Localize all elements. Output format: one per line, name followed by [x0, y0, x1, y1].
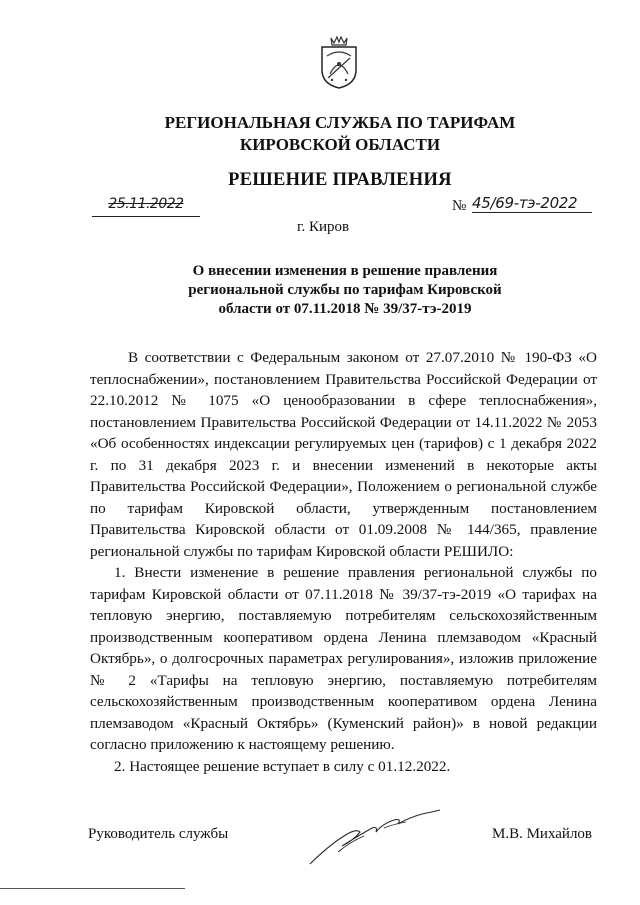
city: г. Киров	[297, 219, 350, 235]
kirov-coat-of-arms-icon	[318, 34, 360, 90]
signer-name: М.В. Михайлов	[492, 826, 593, 842]
number-sign: №	[452, 198, 467, 214]
item-2-paragraph: 2. Настоящее решение вступает в силу с 01.12.2022.	[114, 757, 451, 775]
subject-line3: области от 07.11.2018 № 39/37-тэ-2019	[218, 301, 472, 317]
decision-number-field	[452, 196, 592, 218]
preamble-paragraph: В соответствии с Федеральным законом от 27.07.2010 № 190-ФЗ «О теплоснабжении», постановлением Правительства Российской Федерации от 22.10.2012 № 1075 «О ценообразовании в сфере теплоснабжения», постановлением Правительства Российской Федерации от 14.11.2022 № 2053 «Об особенностях индексации регулируемых цен (тарифов) с 1 декабря 2022 г. по 31 декабря 2023 г. и внесении изменений в некоторые акты Правительства Российской Федерации», Положением о региональной службе по тарифам Кировской области, утвержденным постановлением Правительства Кировской области от 01.09.2008 № 144/365, правление региональной службы по тарифам Кировской области РЕШИЛО:	[90, 349, 597, 560]
subject-line1: О внесении изменения в решение правления	[192, 263, 498, 279]
signer-role: Руководитель службы	[88, 826, 229, 842]
decision-date-field	[92, 196, 200, 217]
decision-date: 25.11.2022	[108, 196, 184, 212]
organization-title	[130, 112, 550, 156]
decision-title: РЕШЕНИЕ ПРАВЛЕНИЯ	[228, 170, 452, 190]
organization-title-line2: КИРОВСКОЙ ОБЛАСТИ	[239, 135, 441, 154]
footer-divider	[0, 888, 185, 889]
handwritten-signature	[298, 806, 448, 870]
decision-number: 45/69-тэ-2022	[472, 194, 592, 213]
organization-title-line1: РЕГИОНАЛЬНАЯ СЛУЖБА ПО ТАРИФАМ	[164, 113, 516, 132]
item-1-paragraph: 1. Внести изменение в решение правления региональной службы по тарифам Кировской области от 07.11.2018 № 39/37-тэ-2019 «О тарифах на тепловую энергию, поставляемую потребителям сельскохозяйственным производственным кооперативом ордена Ленина племзаводом «Красный Октябрь», о долгосрочных параметрах регулирования», изложив приложение № 2 «Тарифы на тепловую энергию, поставляемую потребителям сельскохозяйственным производственным кооперативом ордена Ленина племзаводом «Красный Октябрь» (Куменский район)» в новой редакции согласно приложению к настоящему решению.	[90, 564, 597, 753]
decision-subject	[160, 262, 530, 319]
subject-line2: региональной службы по тарифам Кировской	[188, 282, 502, 298]
decision-body	[90, 347, 597, 777]
